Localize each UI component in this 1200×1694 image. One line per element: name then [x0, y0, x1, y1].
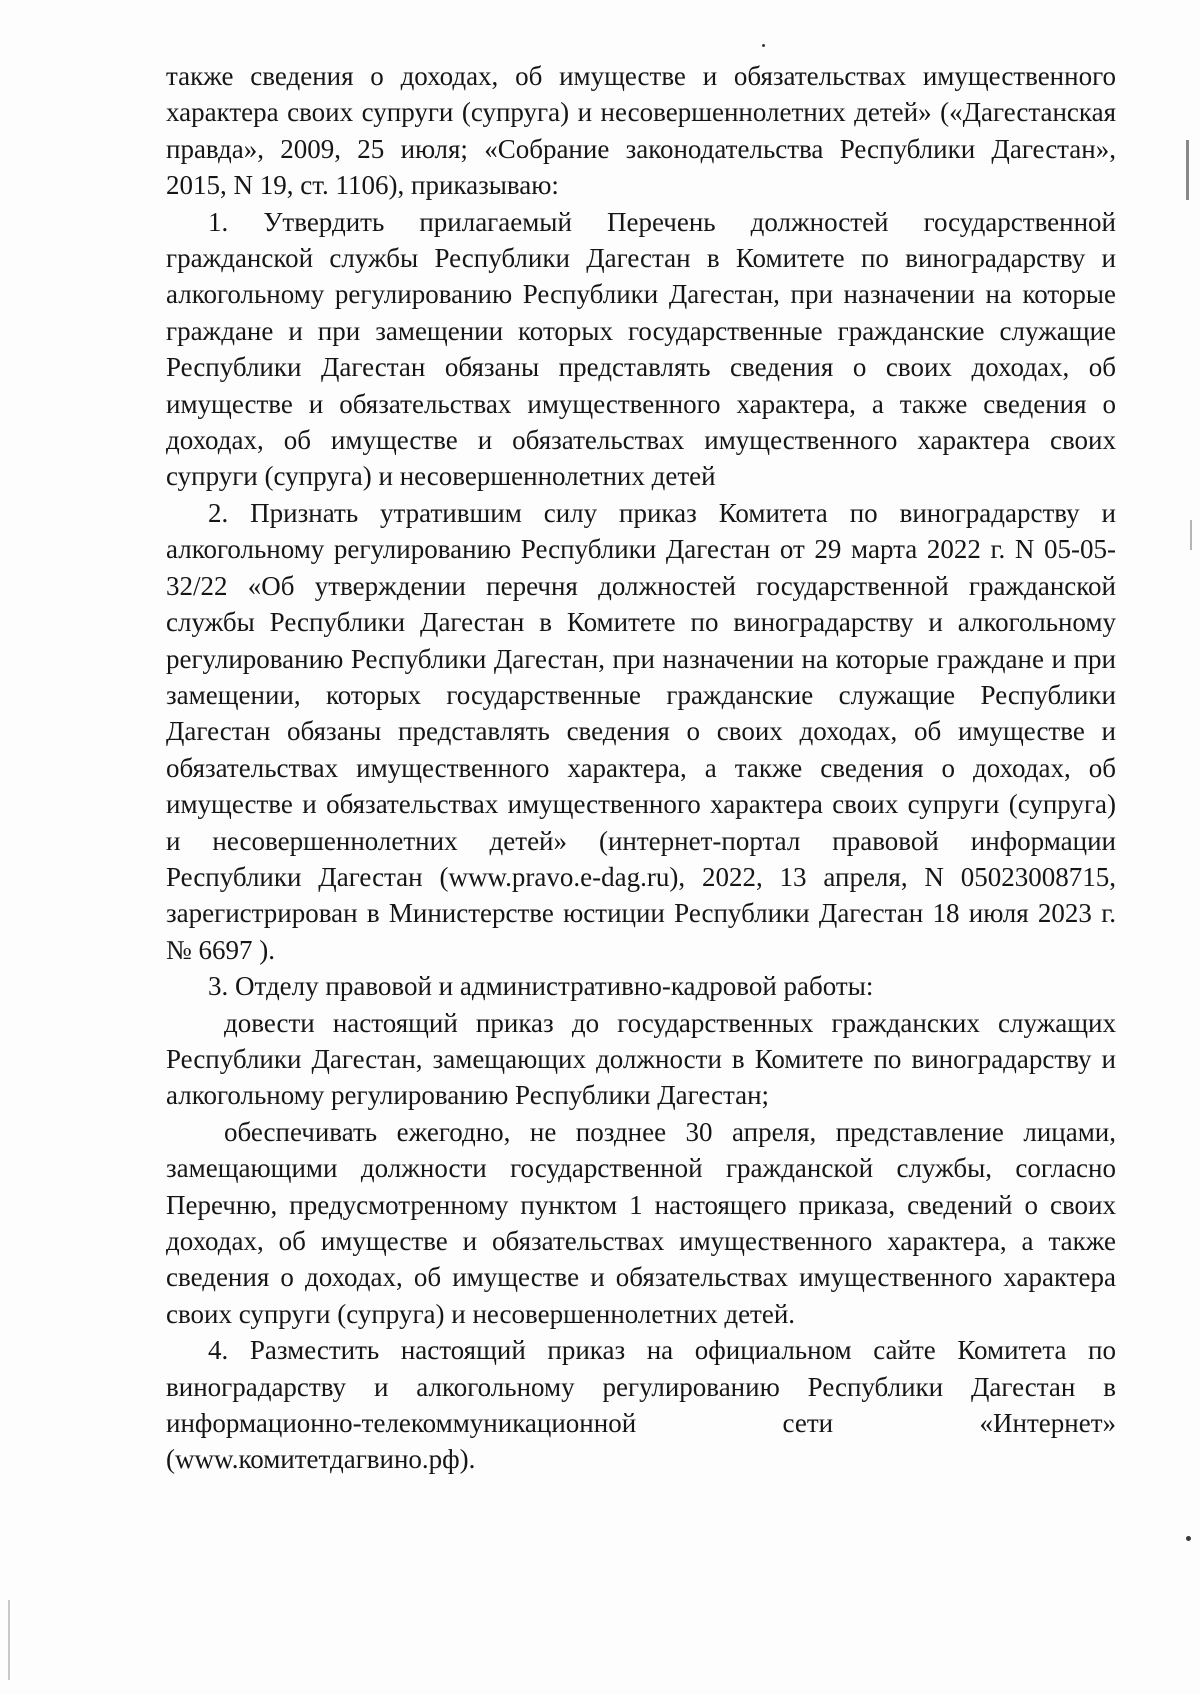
- scan-speck: [1186, 1536, 1191, 1541]
- scan-edge-mark: [8, 1600, 10, 1680]
- document-body: [166, 58, 1116, 1478]
- paragraph-preamble-end: также сведения о доходах, об имуществе и обязательствах имущественного характера своих супруги (супруга) и несовершеннолетних детей» («Дагестанская правда», 2009, 25 июля; «Собрание законодательства Республики Дагестан», 2015, N 19, ст. 1106), приказываю:: [166, 61, 1116, 201]
- paragraph-item-3: 3. Отделу правовой и административно-кадровой работы:: [208, 971, 874, 1002]
- paragraph-item-3-sub-2: обеспечивать ежегодно, не позднее 30 апреля, представление лицами, замещающими должности государственной гражданской службы, согласно Перечню, предусмотренному пунктом 1 настоящего приказа, сведений о своих доходах, об имуществе и обязательствах имущественного характера, а также сведения о доходах, об имуществе и обязательствах имущественного характера своих супруги (супруга) и несовершеннолетних детей.: [166, 1116, 1116, 1329]
- paragraph-item-4-url: (www.комитетдагвино.рф).: [166, 1444, 476, 1475]
- scan-edge-mark: [1186, 140, 1189, 200]
- paragraph-item-3-sub-1: довести настоящий приказ до государственных гражданских служащих Республики Дагестан, замещающих должности в Комитете по виноградарству и алкогольному регулированию Республики Дагестан;: [166, 1007, 1116, 1111]
- paragraph-item-1: 1. Утвердить прилагаемый Перечень должностей государственной гражданской службы Республики Дагестан в Комитете по виноградарству и алкогольному регулированию Республики Дагестан, при назначении на которые граждане и при замещении которых государственные гражданские служащие Республики Дагестан обязаны представлять сведения о своих доходах, об имуществе и обязательствах имущественного характера, а также сведения о доходах, об имуществе и обязательствах имущественного характера своих супруги (супруга) и несовершеннолетних детей: [166, 206, 1116, 492]
- scan-speck: [762, 44, 765, 47]
- paragraph-item-2: 2. Признать утратившим силу приказ Комитета по виноградарству и алкогольному регулированию Республики Дагестан от 29 марта 2022 г. N 05-05-32/22 «Об утверждении перечня должностей государственной гражданской службы Республики Дагестан в Комитете по виноградарству и алкогольному регулированию Республики Дагестан, при назначении на которые граждане и при замещении, которых государственные гражданские служащие Республики Дагестан обязаны представлять сведения о своих доходах, об имуществе и обязательствах имущественного характера, а также сведения о доходах, об имуществе и обязательствах имущественного характера своих супруги (супруга) и несовершеннолетних детей» (интернет-портал правовой информации Республики Дагестан (www.pravo.e-dag.ru), 2022, 13 апреля, N 05023008715, зарегистрирован в Министерстве юстиции Республики Дагестан 18 июля 2023 г. № 6697 ).: [166, 497, 1116, 965]
- scan-edge-mark: [1190, 520, 1192, 550]
- paragraph-item-4: 4. Разместить настоящий приказ на официальном сайте Комитета по виноградарству и алкогольному регулированию Республики Дагестан в информационно-телекоммуникационной сети «Интернет»: [166, 1335, 1116, 1439]
